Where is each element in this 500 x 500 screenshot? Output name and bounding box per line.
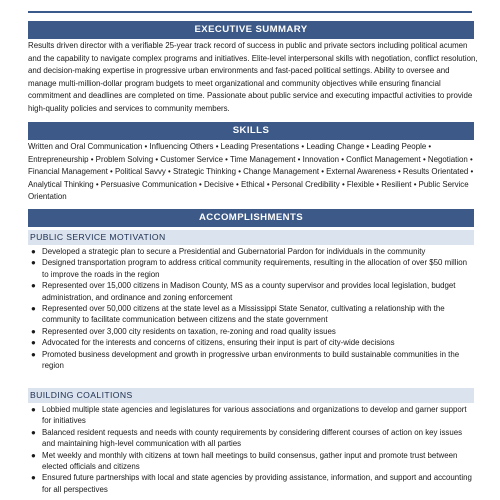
list-item xyxy=(28,326,474,337)
building-coalitions-heading: BUILDING COALITIONS xyxy=(28,388,474,403)
list-item xyxy=(28,349,474,372)
list-item-text: Represented over 15,000 citizens in Madison County, MS as a county supervisor and provides local legislation, budget administration, and ordinance and zoning enforcement xyxy=(42,281,456,302)
list-item-text: Represented over 50,000 citizens at the state level as a Mississippi State Senator, cultivating a relationship with the community to facilitate communication between citizens and the state government xyxy=(42,304,445,325)
executive-summary-text: Results driven director with a verifiable 25-year track record of success in public and private sectors including political acumen and the capability to navigate complex programs and initiatives. Elite-level interpersonal skills with negotiation, conflict resolution, and decision-making expertise in progressive urban environments and fast-paced political settings. Ability to oversee and manage multi-million-dollar program budgets to meet organizational and community objectives while ensuring financial commitment and deadlines are completed on time. Passionate about public service and executing impactful activities to provide high-quality policies and services to community members. xyxy=(28,41,478,113)
bullet-icon: ● xyxy=(31,304,36,314)
list-item xyxy=(28,246,474,257)
bullet-icon: ● xyxy=(31,338,36,348)
list-item xyxy=(28,427,474,450)
list-item-text: Met weekly and monthly with citizens at town hall meetings to build consensus, gather input and promote trust between elected officials and citizens xyxy=(42,450,458,472)
skills-text: Written and Oral Communication • Influencing Others • Leading Presentations • Leading Change • Leading People • Entrepreneurship • Problem Solving • Customer Service • Time Management • Innovation • Conflict Management • Negotiation • Financial Management • Political Savvy • Strategic Thinking • Change Management • External Awareness • Results Orientated • Analytical Thinking • Persuasive Communication • Decisive • Ethical • Personal Credibility • Flexible • Resilient • Public Service Orientation xyxy=(28,142,474,202)
list-item-text: Developed a strategic plan to secure a Presidential and Gubernatorial Pardon for individuals in the community xyxy=(42,247,426,256)
list-item-text: Promoted business development and growth in progressive urban environments to build sustainable communities in the region xyxy=(42,349,460,371)
list-item xyxy=(28,303,474,326)
list-item-text: Represented over 3,000 city residents on taxation, re-zoning and road quality issues xyxy=(42,326,336,336)
bullet-icon: ● xyxy=(31,281,36,291)
list-item-text: Lobbied multiple state agencies and legislatures for various associations and organizations to develop and garner support for initiatives xyxy=(42,405,467,426)
building-coalitions-list xyxy=(28,404,474,495)
bullet-icon: ● xyxy=(31,247,36,256)
list-item xyxy=(28,337,474,348)
list-item-text: Designed transportation program to address critical community requirements, resulting in the allocation of over $50 million to improve the roads in the region xyxy=(42,258,467,279)
list-item xyxy=(28,280,474,303)
executive-summary-heading: EXECUTIVE SUMMARY xyxy=(28,21,474,39)
public-service-motivation-heading: PUBLIC SERVICE MOTIVATION xyxy=(28,230,474,245)
bullet-icon: ● xyxy=(31,258,36,268)
top-divider xyxy=(28,11,472,13)
list-item-text: Balanced resident requests and needs with county requirements by considering different courses of action on key issues and maintaining high-level communication with all parties xyxy=(42,427,463,449)
bullet-icon: ● xyxy=(31,326,36,336)
accomplishments-heading: ACCOMPLISHMENTS xyxy=(28,209,474,227)
list-item-text: Advocated for the interests and concerns of citizens, ensuring their input is part of city-wide decisions xyxy=(42,338,395,348)
bullet-icon: ● xyxy=(31,349,36,359)
bullet-icon: ● xyxy=(31,450,36,460)
list-item xyxy=(28,404,474,427)
skills-heading: SKILLS xyxy=(28,122,474,140)
bullet-icon: ● xyxy=(31,473,36,483)
bullet-icon: ● xyxy=(31,405,36,414)
public-service-list xyxy=(28,246,474,371)
bullet-icon: ● xyxy=(31,427,36,437)
list-item xyxy=(28,472,474,495)
list-item xyxy=(28,450,474,473)
list-item xyxy=(28,257,474,280)
list-item-text: Ensured future partnerships with local and state agencies by providing assistance, information, and support and accounting for all perspectives xyxy=(42,473,472,494)
